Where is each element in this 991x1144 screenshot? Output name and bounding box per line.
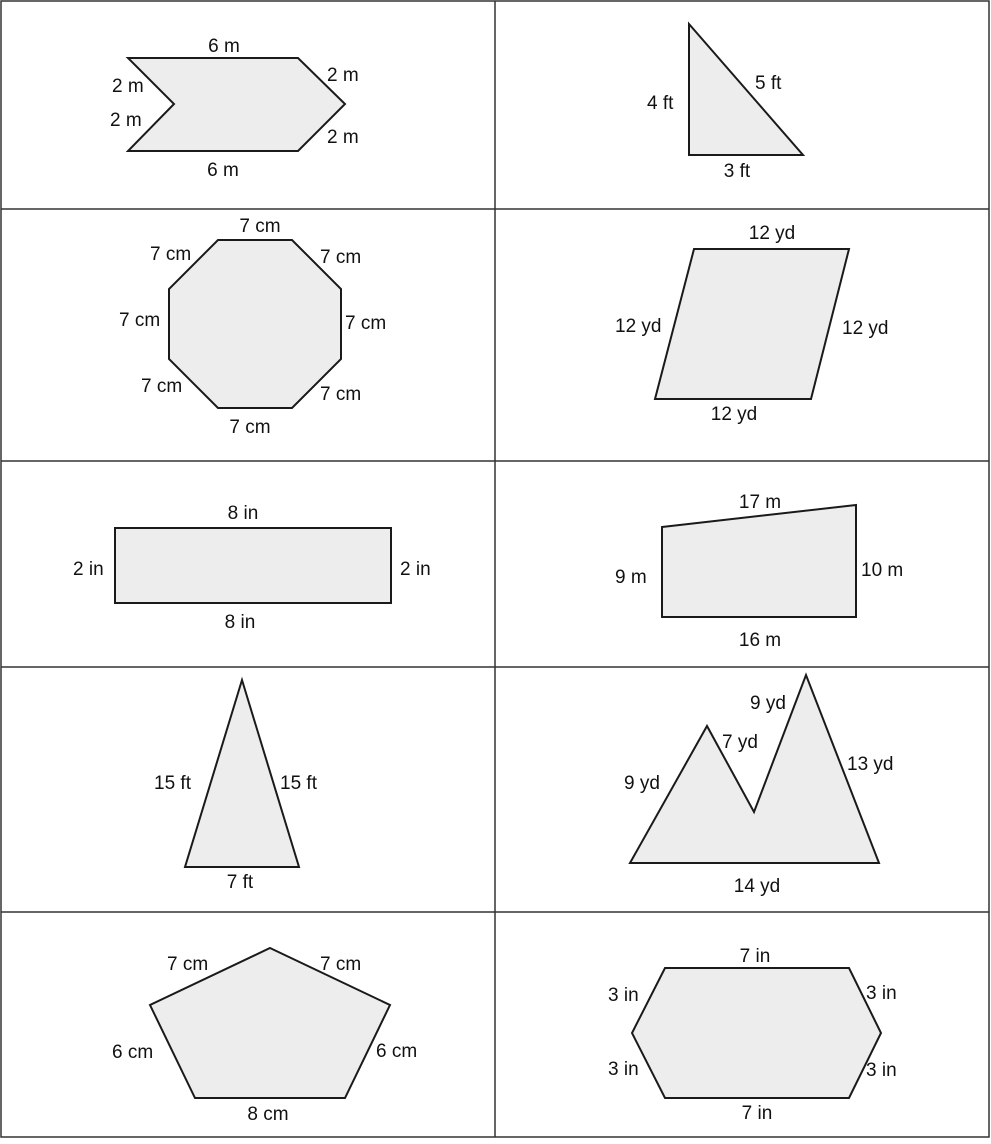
- side-label: 7 cm: [239, 216, 281, 237]
- figure-hexagon: [608, 946, 897, 1124]
- side-label: 7 cm: [141, 376, 183, 397]
- side-label: 13 yd: [847, 754, 894, 775]
- rhombus-shape: [655, 249, 849, 399]
- figure-octagon: [119, 216, 386, 438]
- side-label: 3 in: [866, 983, 897, 1004]
- side-label: 16 m: [738, 630, 782, 651]
- side-label: 3 ft: [723, 161, 751, 182]
- side-label: 2 m: [112, 76, 144, 97]
- right-triangle-shape: [689, 24, 803, 155]
- side-label: 8 in: [224, 612, 256, 633]
- figure-isosceles-triangle: [154, 680, 318, 893]
- side-label: 6 cm: [376, 1041, 418, 1062]
- side-label: 12 yd: [748, 223, 796, 244]
- trapezoid-shape: [662, 505, 856, 617]
- side-label: 9 yd: [750, 693, 786, 714]
- side-label: 3 in: [866, 1060, 897, 1081]
- hexagon-shape: [632, 968, 881, 1098]
- side-label: 7 yd: [722, 732, 758, 753]
- rectangle-shape: [115, 528, 391, 603]
- side-label: 9 yd: [624, 773, 660, 794]
- side-label: 17 m: [738, 492, 782, 513]
- side-label: 7 ft: [226, 872, 254, 893]
- figure-right-triangle: [647, 24, 803, 182]
- figure-pentagon: [112, 948, 417, 1125]
- side-label: 7 in: [741, 1103, 773, 1124]
- figure-m-shape: [624, 675, 893, 897]
- side-label: 12 yd: [842, 318, 889, 339]
- side-label: 6 cm: [112, 1042, 154, 1063]
- side-label: 3 in: [608, 1059, 639, 1080]
- side-label: 5 ft: [755, 73, 782, 94]
- side-label: 15 ft: [154, 773, 191, 794]
- side-label: 4 ft: [647, 93, 674, 114]
- side-label: 8 cm: [247, 1104, 289, 1125]
- side-label: 2 in: [73, 559, 104, 580]
- figure-rectangle: [73, 503, 431, 633]
- side-label: 14 yd: [733, 876, 781, 897]
- side-label: 15 ft: [280, 773, 317, 794]
- figure-chevron: [110, 36, 359, 181]
- side-label: 2 in: [400, 559, 431, 580]
- side-label: 2 m: [110, 110, 142, 131]
- side-label: 7 cm: [150, 244, 192, 265]
- side-label: 2 m: [327, 65, 359, 86]
- chevron-shape: [128, 58, 345, 151]
- side-label: 6 m: [207, 160, 239, 181]
- side-label: 12 yd: [615, 316, 662, 337]
- side-label: 8 in: [227, 503, 259, 524]
- side-label: 7 cm: [320, 384, 362, 405]
- side-label: 7 in: [739, 946, 771, 967]
- side-label: 3 in: [608, 985, 639, 1006]
- side-label: 9 m: [615, 567, 647, 588]
- side-label: 7 cm: [229, 417, 271, 438]
- side-label: 7 cm: [320, 247, 362, 268]
- side-label: 10 m: [861, 560, 904, 581]
- octagon-shape: [169, 240, 341, 408]
- side-label: 7 cm: [320, 954, 362, 975]
- side-label: 7 cm: [345, 313, 387, 334]
- side-label: 12 yd: [710, 404, 758, 425]
- figure-trapezoid: [615, 492, 903, 651]
- side-label: 7 cm: [119, 310, 161, 331]
- side-label: 7 cm: [167, 954, 209, 975]
- side-label: 2 m: [327, 127, 359, 148]
- side-label: 6 m: [208, 36, 240, 57]
- figure-rhombus: [615, 223, 888, 425]
